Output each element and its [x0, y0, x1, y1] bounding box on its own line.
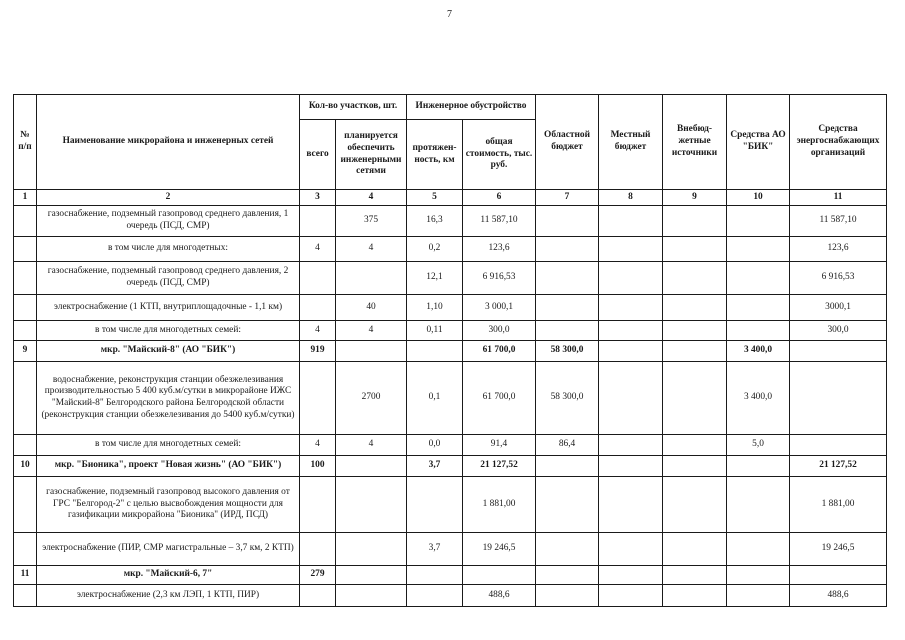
length-km-cell: 1,10 [407, 295, 463, 321]
header-energy-funds: Средства энергоснабжающих организаций [790, 95, 887, 190]
regional-budget-cell [536, 206, 599, 237]
row-number-cell [14, 533, 37, 566]
energy-funds-cell: 19 246,5 [790, 533, 887, 566]
sites-planned-cell [336, 533, 407, 566]
offbudget-sources-cell [663, 435, 727, 456]
offbudget-sources-cell [663, 341, 727, 362]
length-km-cell: 0,0 [407, 435, 463, 456]
offbudget-sources-cell [663, 477, 727, 533]
sites-planned-cell [336, 262, 407, 295]
total-cost-cell: 21 127,52 [463, 456, 536, 477]
total-cost-cell: 19 246,5 [463, 533, 536, 566]
bik-funds-cell [727, 533, 790, 566]
energy-funds-cell: 123,6 [790, 237, 887, 262]
energy-funds-cell [790, 566, 887, 585]
table-row [14, 566, 887, 585]
row-number-cell [14, 435, 37, 456]
row-name-cell: мкр. "Майский-8" (АО "БИК") [37, 341, 300, 362]
sites-planned-cell [336, 477, 407, 533]
sites-total-cell: 4 [300, 435, 336, 456]
row-number-cell [14, 477, 37, 533]
local-budget-cell [599, 321, 663, 341]
total-cost-cell: 11 587,10 [463, 206, 536, 237]
bik-funds-cell [727, 321, 790, 341]
regional-budget-cell: 86,4 [536, 435, 599, 456]
sites-total-cell [300, 533, 336, 566]
local-budget-cell [599, 341, 663, 362]
row-name-cell: мкр. "Бионика", проект "Новая жизнь" (АО "БИК") [37, 456, 300, 477]
offbudget-sources-cell [663, 362, 727, 435]
total-cost-cell: 61 700,0 [463, 362, 536, 435]
bik-funds-cell [727, 566, 790, 585]
sites-total-cell [300, 477, 336, 533]
length-km-cell [407, 341, 463, 362]
energy-funds-cell [790, 362, 887, 435]
header-bik-funds: Средства АО "БИК" [727, 95, 790, 190]
offbudget-sources-cell [663, 566, 727, 585]
table-row [14, 456, 887, 477]
financing-table [13, 94, 887, 607]
bik-funds-cell [727, 206, 790, 237]
bik-funds-cell: 3 400,0 [727, 341, 790, 362]
length-km-cell: 16,3 [407, 206, 463, 237]
row-name-cell: газоснабжение, подземный газопровод высокого давления от ГРС "Белгород-2" с целью высвобождения мощности для газификации микрорайона "Бионика" (ИРД, ПСД) [37, 477, 300, 533]
offbudget-sources-cell [663, 262, 727, 295]
row-name-cell: мкр. "Майский-6, 7" [37, 566, 300, 585]
sites-total-cell [300, 295, 336, 321]
length-km-cell: 3,7 [407, 456, 463, 477]
offbudget-sources-cell [663, 456, 727, 477]
length-km-cell: 12,1 [407, 262, 463, 295]
energy-funds-cell: 21 127,52 [790, 456, 887, 477]
length-km-cell [407, 477, 463, 533]
column-number: 9 [663, 190, 727, 206]
offbudget-sources-cell [663, 237, 727, 262]
local-budget-cell [599, 456, 663, 477]
total-cost-cell: 3 000,1 [463, 295, 536, 321]
local-budget-cell [599, 585, 663, 607]
regional-budget-cell [536, 321, 599, 341]
energy-funds-cell [790, 435, 887, 456]
row-number-cell: 10 [14, 456, 37, 477]
sites-planned-cell [336, 566, 407, 585]
table-row [14, 341, 887, 362]
local-budget-cell [599, 435, 663, 456]
row-name-cell: газоснабжение, подземный газопровод среднего давления, 2 очередь (ПСД, СМР) [37, 262, 300, 295]
total-cost-cell: 91,4 [463, 435, 536, 456]
table-row [14, 321, 887, 341]
table-row [14, 237, 887, 262]
length-km-cell: 3,7 [407, 533, 463, 566]
energy-funds-cell: 488,6 [790, 585, 887, 607]
bik-funds-cell [727, 295, 790, 321]
header-name: Наименование микрорайона и инженерных сетей [37, 95, 300, 190]
row-number-cell: 9 [14, 341, 37, 362]
energy-funds-cell: 3000,1 [790, 295, 887, 321]
row-number-cell [14, 237, 37, 262]
bik-funds-cell [727, 585, 790, 607]
sites-total-cell: 4 [300, 321, 336, 341]
column-number: 7 [536, 190, 599, 206]
header-length: протяжен-ность, км [407, 120, 463, 190]
column-number: 4 [336, 190, 407, 206]
total-cost-cell: 300,0 [463, 321, 536, 341]
table-row [14, 295, 887, 321]
table-row [14, 435, 887, 456]
row-name-cell: газоснабжение, подземный газопровод среднего давления, 1 очередь (ПСД, СМР) [37, 206, 300, 237]
offbudget-sources-cell [663, 533, 727, 566]
row-name-cell: водоснабжение, реконструкция станции обезжелезивания производительностью 5 400 куб.м/сутки в микрорайоне ИЖС "Майский-8" Белгородского района Белгородской области (реконструкция станции обезжелезивания до 5400 куб.м/сутки) [37, 362, 300, 435]
sites-planned-cell: 2700 [336, 362, 407, 435]
local-budget-cell [599, 262, 663, 295]
sites-planned-cell: 40 [336, 295, 407, 321]
table-row [14, 362, 887, 435]
row-name-cell: электроснабжение (ПИР, СМР магистральные – 3,7 км, 2 КТП) [37, 533, 300, 566]
regional-budget-cell [536, 566, 599, 585]
length-km-cell: 0,2 [407, 237, 463, 262]
row-name-cell: в том числе для многодетных семей: [37, 435, 300, 456]
column-number: 6 [463, 190, 536, 206]
offbudget-sources-cell [663, 295, 727, 321]
sites-planned-cell: 4 [336, 435, 407, 456]
regional-budget-cell: 58 300,0 [536, 341, 599, 362]
bik-funds-cell [727, 477, 790, 533]
sites-total-cell: 919 [300, 341, 336, 362]
sites-total-cell [300, 262, 336, 295]
total-cost-cell: 123,6 [463, 237, 536, 262]
header-regional-budget: Областной бюджет [536, 95, 599, 190]
length-km-cell [407, 585, 463, 607]
row-number-cell [14, 585, 37, 607]
bik-funds-cell: 3 400,0 [727, 362, 790, 435]
sites-planned-cell [336, 341, 407, 362]
header-num: № п/п [14, 95, 37, 190]
header-sites-total: всего [300, 120, 336, 190]
header-sites-planned: планируется обеспечить инженерными сетями [336, 120, 407, 190]
sites-total-cell: 4 [300, 237, 336, 262]
table-row [14, 585, 887, 607]
header-offbudget: Внебюд-жетные источники [663, 95, 727, 190]
table-row [14, 262, 887, 295]
energy-funds-cell: 300,0 [790, 321, 887, 341]
row-name-cell: в том числе для многодетных: [37, 237, 300, 262]
sites-planned-cell [336, 456, 407, 477]
sites-total-cell [300, 206, 336, 237]
bik-funds-cell [727, 262, 790, 295]
local-budget-cell [599, 477, 663, 533]
local-budget-cell [599, 362, 663, 435]
energy-funds-cell: 1 881,00 [790, 477, 887, 533]
row-name-cell: электроснабжение (2,3 км ЛЭП, 1 КТП, ПИР) [37, 585, 300, 607]
length-km-cell [407, 566, 463, 585]
length-km-cell: 0,1 [407, 362, 463, 435]
sites-planned-cell [336, 585, 407, 607]
header-engineering-group: Инженерное обустройство [407, 95, 536, 120]
total-cost-cell: 488,6 [463, 585, 536, 607]
offbudget-sources-cell [663, 585, 727, 607]
header-local-budget: Местный бюджет [599, 95, 663, 190]
column-numbers-row [14, 190, 887, 206]
column-number: 5 [407, 190, 463, 206]
column-number: 3 [300, 190, 336, 206]
sites-total-cell [300, 362, 336, 435]
local-budget-cell [599, 533, 663, 566]
regional-budget-cell [536, 295, 599, 321]
header-sites-group: Кол-во участков, шт. [300, 95, 407, 120]
energy-funds-cell [790, 341, 887, 362]
energy-funds-cell: 6 916,53 [790, 262, 887, 295]
local-budget-cell [599, 237, 663, 262]
regional-budget-cell [536, 456, 599, 477]
total-cost-cell: 1 881,00 [463, 477, 536, 533]
column-number: 8 [599, 190, 663, 206]
column-number: 11 [790, 190, 887, 206]
regional-budget-cell: 58 300,0 [536, 362, 599, 435]
local-budget-cell [599, 566, 663, 585]
table-row [14, 477, 887, 533]
energy-funds-cell: 11 587,10 [790, 206, 887, 237]
row-number-cell [14, 321, 37, 341]
length-km-cell: 0,11 [407, 321, 463, 341]
total-cost-cell [463, 566, 536, 585]
row-number-cell [14, 262, 37, 295]
regional-budget-cell [536, 477, 599, 533]
row-number-cell: 11 [14, 566, 37, 585]
column-number: 1 [14, 190, 37, 206]
sites-total-cell: 100 [300, 456, 336, 477]
row-number-cell [14, 206, 37, 237]
regional-budget-cell [536, 262, 599, 295]
table-row [14, 206, 887, 237]
page-number: 7 [447, 9, 452, 20]
sites-total-cell [300, 585, 336, 607]
regional-budget-cell [536, 585, 599, 607]
bik-funds-cell [727, 456, 790, 477]
total-cost-cell: 61 700,0 [463, 341, 536, 362]
column-number: 2 [37, 190, 300, 206]
sites-planned-cell: 4 [336, 321, 407, 341]
sites-total-cell: 279 [300, 566, 336, 585]
row-name-cell: электроснабжение (1 КТП, внутриплощадочные - 1,1 км) [37, 295, 300, 321]
regional-budget-cell [536, 533, 599, 566]
sites-planned-cell: 4 [336, 237, 407, 262]
header-cost: общая стоимость, тыс. руб. [463, 120, 536, 190]
row-number-cell [14, 295, 37, 321]
local-budget-cell [599, 295, 663, 321]
column-number: 10 [727, 190, 790, 206]
row-name-cell: в том числе для многодетных семей: [37, 321, 300, 341]
local-budget-cell [599, 206, 663, 237]
offbudget-sources-cell [663, 206, 727, 237]
bik-funds-cell: 5,0 [727, 435, 790, 456]
row-number-cell [14, 362, 37, 435]
bik-funds-cell [727, 237, 790, 262]
table-row [14, 533, 887, 566]
regional-budget-cell [536, 237, 599, 262]
offbudget-sources-cell [663, 321, 727, 341]
total-cost-cell: 6 916,53 [463, 262, 536, 295]
sites-planned-cell: 375 [336, 206, 407, 237]
